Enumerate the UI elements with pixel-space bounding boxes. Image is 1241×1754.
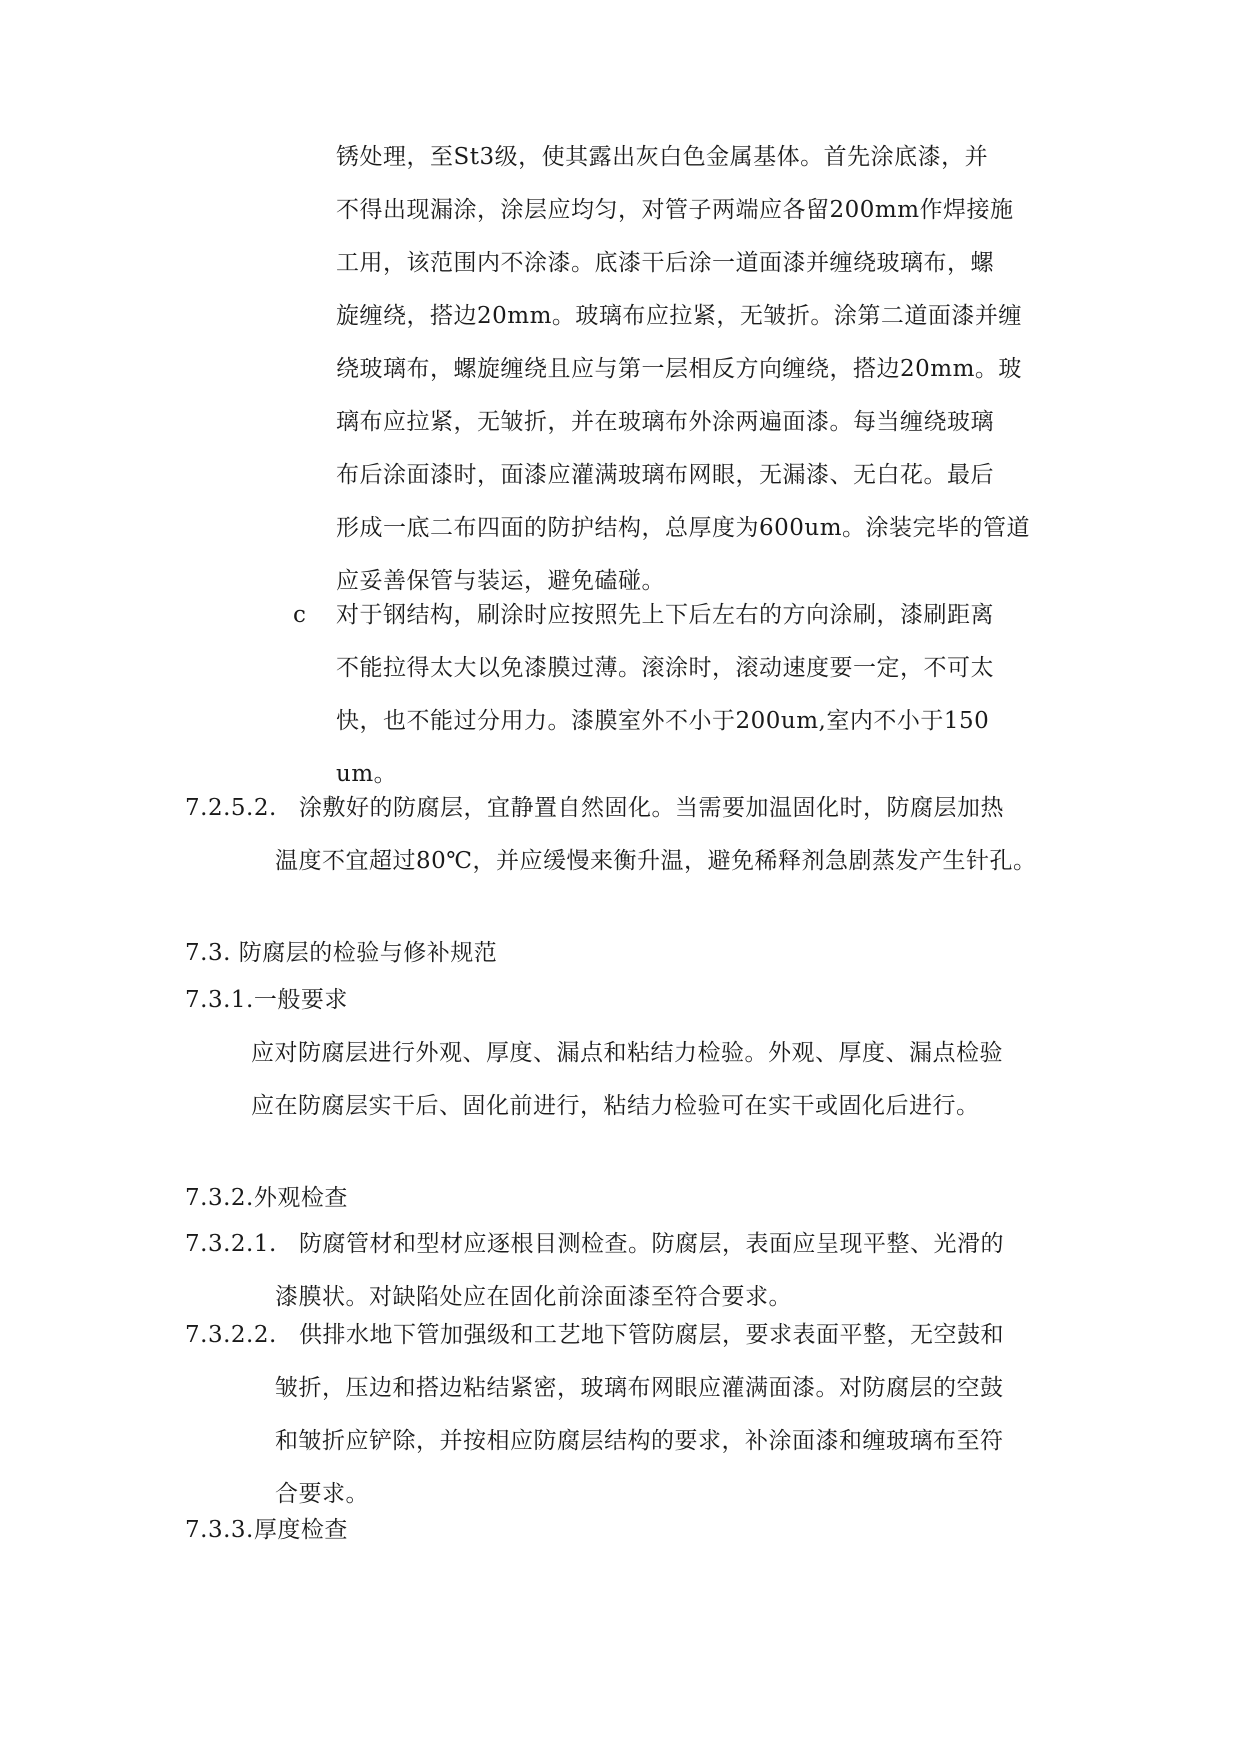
clause-7-2-5-2-line: 涂敷好的防腐层，宜静置自然固化。当需要加温固化时，防腐层加热: [299, 795, 1004, 821]
section-7-3-1-line: 应在防腐层实干后、固化前进行，粘结力检验可在实干或固化后进行。: [251, 1093, 980, 1119]
item-c-line: 快，也不能过分用力。漆膜室外不小于200um,室内不小于150: [336, 708, 990, 734]
item-b-line: 形成一底二布四面的防护结构，总厚度为600um。涂装完毕的管道: [336, 515, 1031, 541]
item-b-line: 应妥善保管与装运，避免磕碰。: [336, 568, 665, 594]
clause-7-2-5-2-line: 温度不宜超过80℃，并应缓慢来衡升温，避免稀释剂急剧蒸发产生针孔。: [275, 848, 1037, 874]
item-b-line: 旋缠绕，搭边20mm。玻璃布应拉紧，无皱折。涂第二道面漆并缠: [336, 303, 1022, 329]
clause-number-7-3-2-1: 7.3.2.1.: [185, 1231, 277, 1257]
section-heading-7-3: 7.3. 防腐层的检验与修补规范: [185, 940, 498, 966]
clause-7-3-2-1-line: 漆膜状。对缺陷处应在固化前涂面漆至符合要求。: [275, 1284, 792, 1310]
section-heading-7-3-2: 7.3.2.外观检查: [185, 1185, 348, 1211]
item-c-line: 对于钢结构，刷涂时应按照先上下后左右的方向涂刷，漆刷距离: [336, 602, 994, 628]
section-heading-7-3-1: 7.3.1.一般要求: [185, 987, 348, 1013]
clause-7-3-2-1-line: 防腐管材和型材应逐根目测检查。防腐层，表面应呈现平整、光滑的: [299, 1231, 1004, 1257]
clause-number-7-3-2-2: 7.3.2.2.: [185, 1322, 277, 1348]
item-b-line: 绕玻璃布，螺旋缠绕且应与第一层相反方向缠绕，搭边20mm。玻: [336, 356, 1022, 382]
item-b-line: 不得出现漏涂，涂层应均匀，对管子两端应各留200mm作焊接施: [336, 197, 1014, 223]
clause-7-3-2-2-line: 供排水地下管加强级和工艺地下管防腐层，要求表面平整，无空鼓和: [299, 1322, 1004, 1348]
section-heading-7-3-3: 7.3.3.厚度检查: [185, 1517, 348, 1543]
item-b-line: 工用，该范围内不涂漆。底漆干后涂一道面漆并缠绕玻璃布，螺: [336, 250, 994, 276]
item-c-line: um。: [336, 761, 398, 787]
clause-number-7-2-5-2: 7.2.5.2.: [185, 795, 277, 821]
item-c-marker: c: [293, 602, 307, 628]
section-7-3-1-line: 应对防腐层进行外观、厚度、漏点和粘结力检验。外观、厚度、漏点检验: [251, 1040, 1003, 1066]
item-b-line: 布后涂面漆时，面漆应灌满玻璃布网眼，无漏漆、无白花。最后: [336, 462, 994, 488]
clause-7-3-2-2-line: 和皱折应铲除，并按相应防腐层结构的要求，补涂面漆和缠玻璃布至符: [275, 1428, 1004, 1454]
item-c-line: 不能拉得太大以免漆膜过薄。滚涂时，滚动速度要一定，不可太: [336, 655, 994, 681]
item-b-line: 璃布应拉紧，无皱折，并在玻璃布外涂两遍面漆。每当缠绕玻璃: [336, 409, 994, 435]
item-b-line: 锈处理，至St3级，使其露出灰白色金属基体。首先涂底漆，并: [336, 144, 989, 170]
clause-7-3-2-2-line: 皱折，压边和搭边粘结紧密，玻璃布网眼应灌满面漆。对防腐层的空鼓: [275, 1375, 1004, 1401]
clause-7-3-2-2-line: 合要求。: [275, 1481, 369, 1507]
